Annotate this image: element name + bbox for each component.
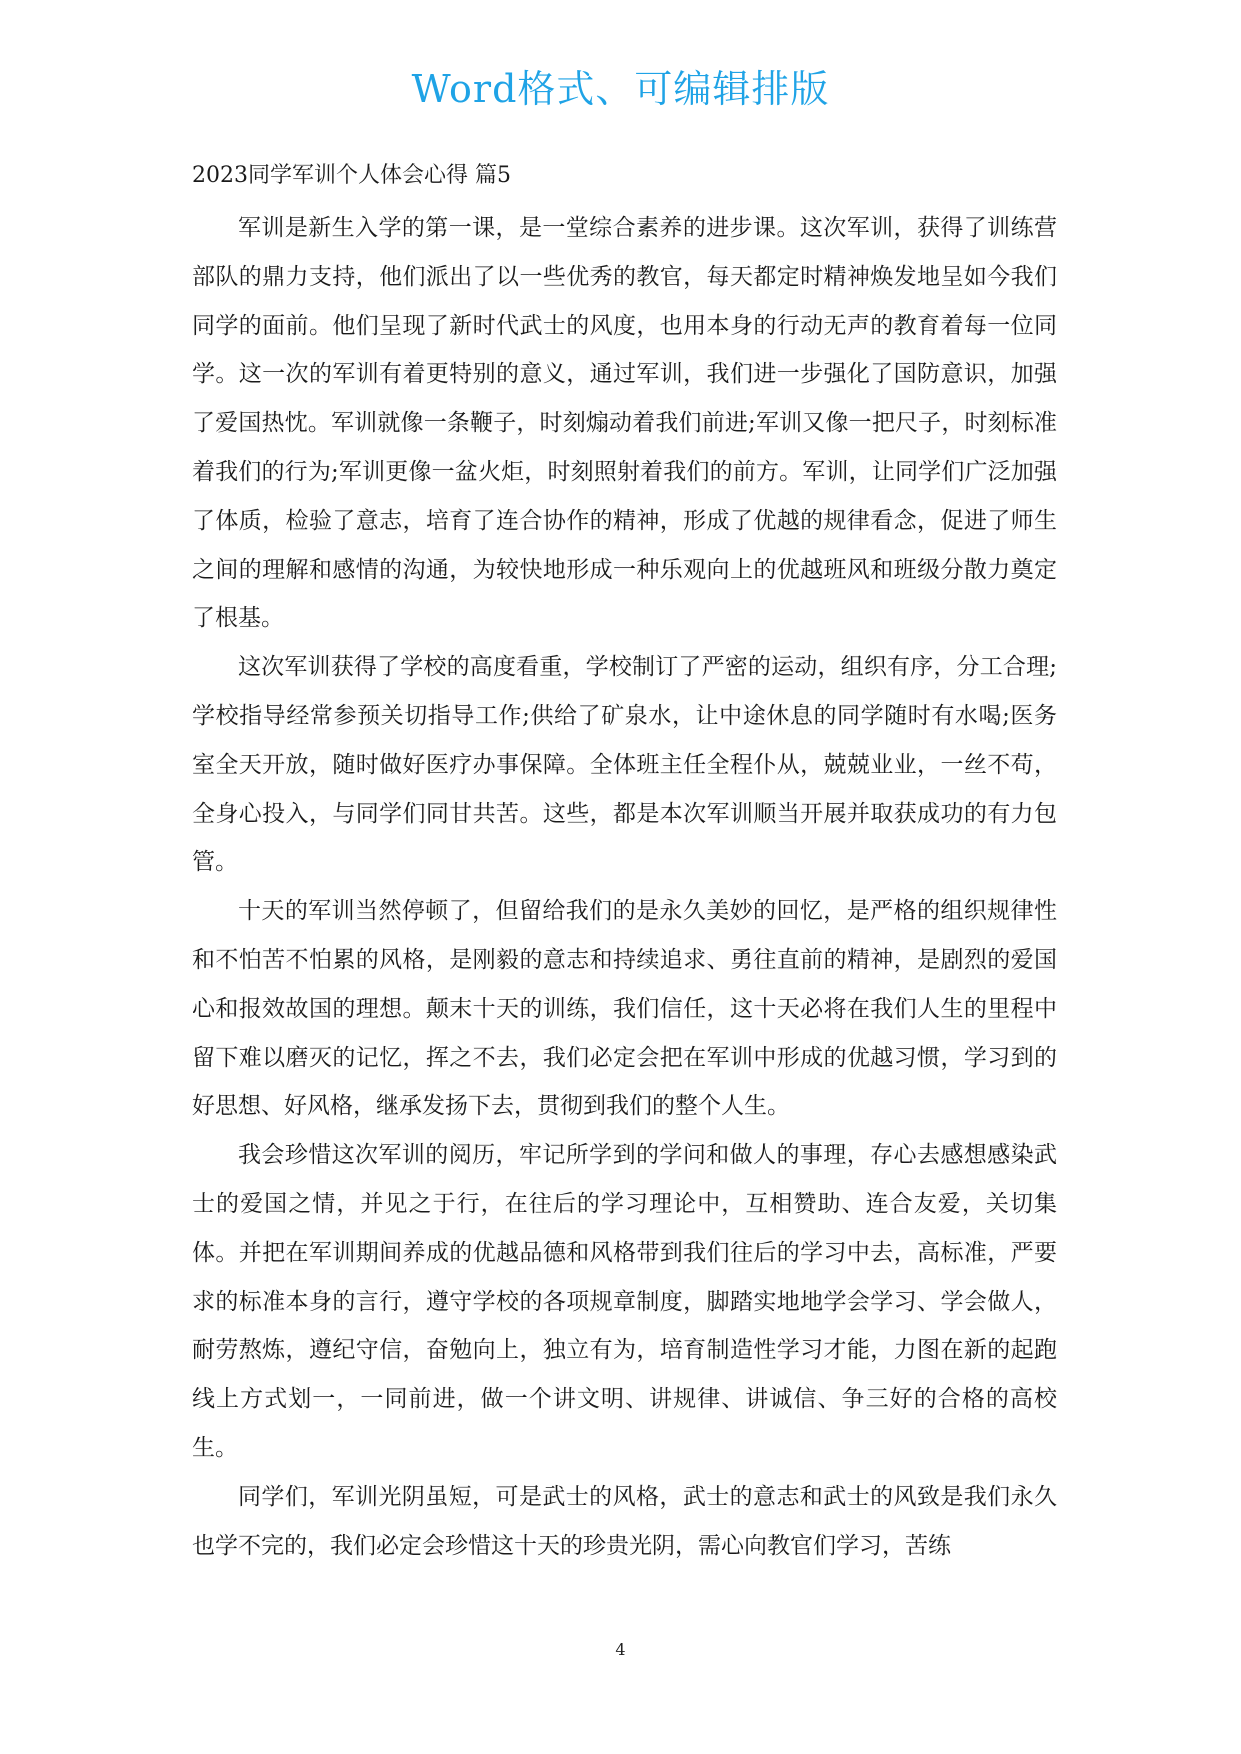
page-number: 4 — [615, 1640, 626, 1659]
paragraph: 这次军训获得了学校的高度看重，学校制订了严密的运动，组织有序，分工合理;学校指导经常参预关切指导工作;供给了矿泉水，让中途休息的同学随时有水喝;医务室全天开放，随时做好医疗办事保障。全体班主任全程仆从，兢兢业业，一丝不苟，全身心投入，与同学们同甘共苦。这些，都是本次军训顺当开展并取获成功的有力包管。 — [192, 654, 1057, 876]
paragraph: 十天的军训当然停顿了，但留给我们的是永久美妙的回忆，是严格的组织规律性和不怕苦不怕累的风格，是刚毅的意志和持续追求、勇往直前的精神，是剧烈的爱国心和报效故国的理想。颠末十天的训练，我们信任，这十天必将在我们人生的里程中留下难以磨灭的记忆，挥之不去，我们必定会把在军训中形成的优越习惯，学习到的好思想、好风格，继承发扬下去，贯彻到我们的整个人生。 — [192, 898, 1057, 1120]
document-title: 2023同学军训个人体会心得 篇5 — [192, 163, 511, 188]
document-body — [192, 160, 1057, 1570]
paragraph: 军训是新生入学的第一课，是一堂综合素养的进步课。这次军训，获得了训练营部队的鼎力支持，他们派出了以一些优秀的教官，每天都定时精神焕发地呈如今我们同学的面前。他们呈现了新时代武士的风度，也用本身的行动无声的教育着每一位同学。这一次的军训有着更特别的意义，通过军训，我们进一步强化了国防意识，加强了爱国热忱。军训就像一条鞭子，时刻煽动着我们前进;军训又像一把尺子，时刻标准着我们的行为;军训更像一盆火炬，时刻照射着我们的前方。军训，让同学们广泛加强了体质，检验了意志，培育了连合协作的精神，形成了优越的规律看念，促进了师生之间的理解和感情的沟通，为较快地形成一种乐观向上的优越班风和班级分散力奠定了根基。 — [192, 215, 1057, 632]
page-header-title: Word格式、可编辑排版 — [411, 67, 830, 111]
paragraph: 同学们，军训光阴虽短，可是武士的风格，武士的意志和武士的风致是我们永久也学不完的，我们必定会珍惜这十天的珍贵光阴，需心向教官们学习，苦练 — [192, 1483, 1057, 1559]
paragraph: 我会珍惜这次军训的阅历，牢记所学到的学问和做人的事理，存心去感想感染武士的爱国之情，并见之于行，在往后的学习理论中，互相赞助、连合友爱，关切集体。并把在军训期间养成的优越品德和风格带到我们往后的学习中去，高标准，严要求的标准本身的言行，遵守学校的各项规章制度，脚踏实地地学会学习、学会做人，耐劳熬炼，遵纪守信，奋勉向上，独立有为，培育制造性学习才能，力图在新的起跑线上方式划一，一同前进，做一个讲文明、讲规律、讲诚信、争三好的合格的高校生。 — [192, 1142, 1057, 1461]
